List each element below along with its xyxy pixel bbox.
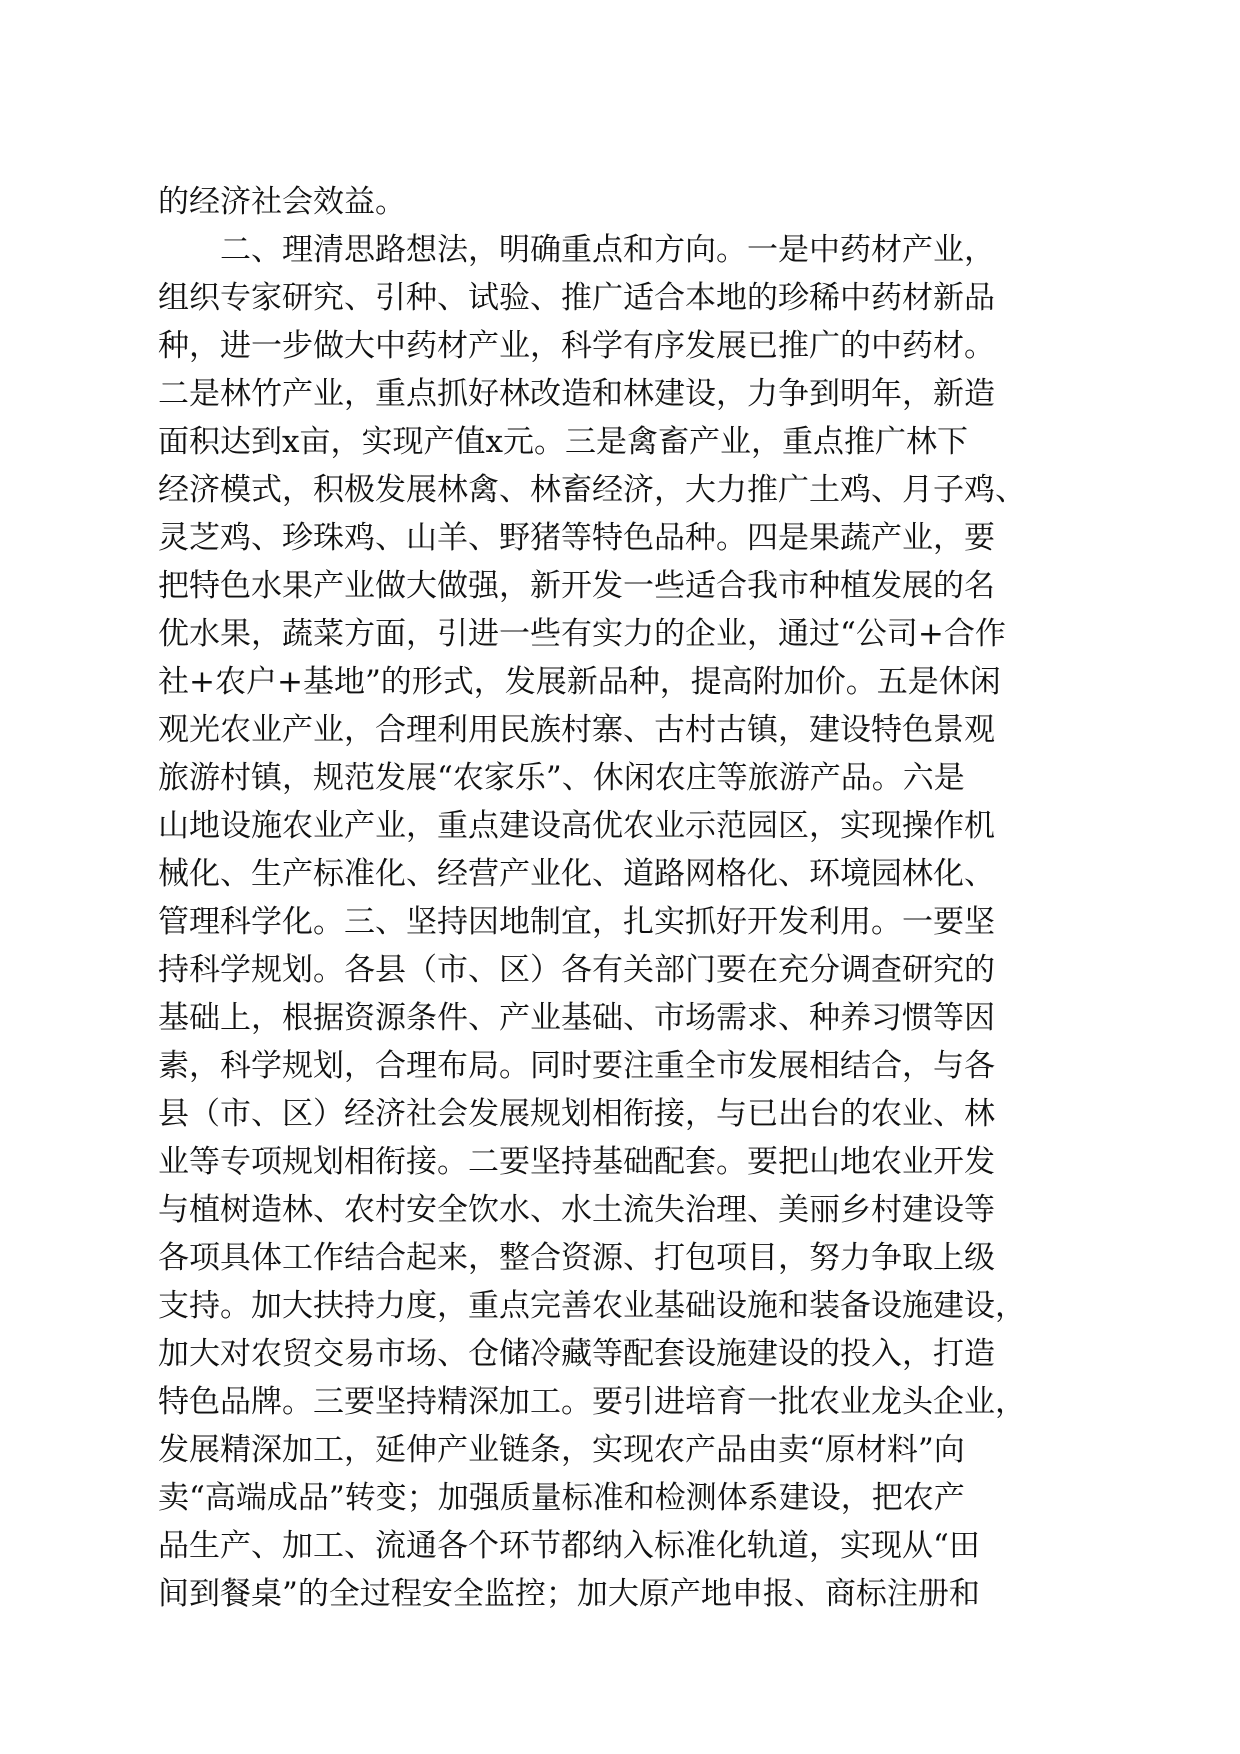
text-line: 品生产、加工、流通各个环节都纳入标准化轨道，实现从“田 <box>158 1528 980 1564</box>
text-line: 支持。加大扶持力度，重点完善农业基础设施和装备设施建设， <box>158 1288 1026 1324</box>
text-line: 械化、生产标准化、经营产业化、道路网格化、环境园林化、 <box>158 856 995 892</box>
text-line: 业等专项规划相衔接。二要坚持基础配套。要把山地农业开发 <box>158 1144 995 1180</box>
text-line: 旅游村镇，规范发展“农家乐”、休闲农庄等旅游产品。六是 <box>158 760 965 796</box>
text-line: 持科学规划。各县（市、区）各有关部门要在充分调查研究的 <box>158 952 995 988</box>
text-line: 经济模式，积极发展林禽、林畜经济，大力推广土鸡、月子鸡、 <box>158 472 1026 508</box>
text-line: 面积达到x亩，实现产值x元。三是禽畜产业，重点推广林下 <box>158 424 968 460</box>
text-line: 与植树造林、农村安全饮水、水土流失治理、美丽乡村建设等 <box>158 1192 995 1228</box>
text-line: 种，进一步做大中药材产业，科学有序发展已推广的中药材。 <box>158 328 995 364</box>
text-line: 卖“高端成品”转变；加强质量标准和检测体系建设，把农产 <box>158 1480 965 1516</box>
text-line: 组织专家研究、引种、试验、推广适合本地的珍稀中药材新品 <box>158 280 995 316</box>
text-line: 加大对农贸交易市场、仓储冷藏等配套设施建设的投入，打造 <box>158 1336 995 1372</box>
text-line: 把特色水果产业做大做强，新开发一些适合我市种植发展的名 <box>158 568 995 604</box>
text-line: 管理科学化。三、坚持因地制宜，扎实抓好开发利用。一要坚 <box>158 904 995 940</box>
text-line: 特色品牌。三要坚持精深加工。要引进培育一批农业龙头企业， <box>158 1384 1026 1420</box>
text-line: 社+农户+基地”的形式，发展新品种，提高附加价。五是休闲 <box>158 664 1001 700</box>
text-line: 各项具体工作结合起来，整合资源、打包项目，努力争取上级 <box>158 1240 995 1276</box>
text-line: 优水果，蔬菜方面，引进一些有实力的企业，通过“公司+合作 <box>158 616 1006 652</box>
text-line: 间到餐桌”的全过程安全监控；加大原产地申报、商标注册和 <box>158 1576 980 1612</box>
text-line: 素，科学规划，合理布局。同时要注重全市发展相结合，与各 <box>158 1048 995 1084</box>
text-line: 山地设施农业产业，重点建设高优农业示范园区，实现操作机 <box>158 808 995 844</box>
text-line: 观光农业产业，合理利用民族村寨、古村古镇，建设特色景观 <box>158 712 995 748</box>
text-line: 的经济社会效益。 <box>158 184 406 220</box>
text-line: 基础上，根据资源条件、产业基础、市场需求、种养习惯等因 <box>158 1000 995 1036</box>
text-line: 发展精深加工，延伸产业链条，实现农产品由卖“原材料”向 <box>158 1432 965 1468</box>
text-line: 二是林竹产业，重点抓好林改造和林建设，力争到明年，新造 <box>158 376 995 412</box>
text-line: 县（市、区）经济社会发展规划相衔接，与已出台的农业、林 <box>158 1096 995 1132</box>
text-line: 二、理清思路想法，明确重点和方向。一是中药材产业， <box>220 232 995 268</box>
text-line: 灵芝鸡、珍珠鸡、山羊、野猪等特色品种。四是果蔬产业，要 <box>158 520 995 556</box>
body-text <box>158 178 1098 1618</box>
